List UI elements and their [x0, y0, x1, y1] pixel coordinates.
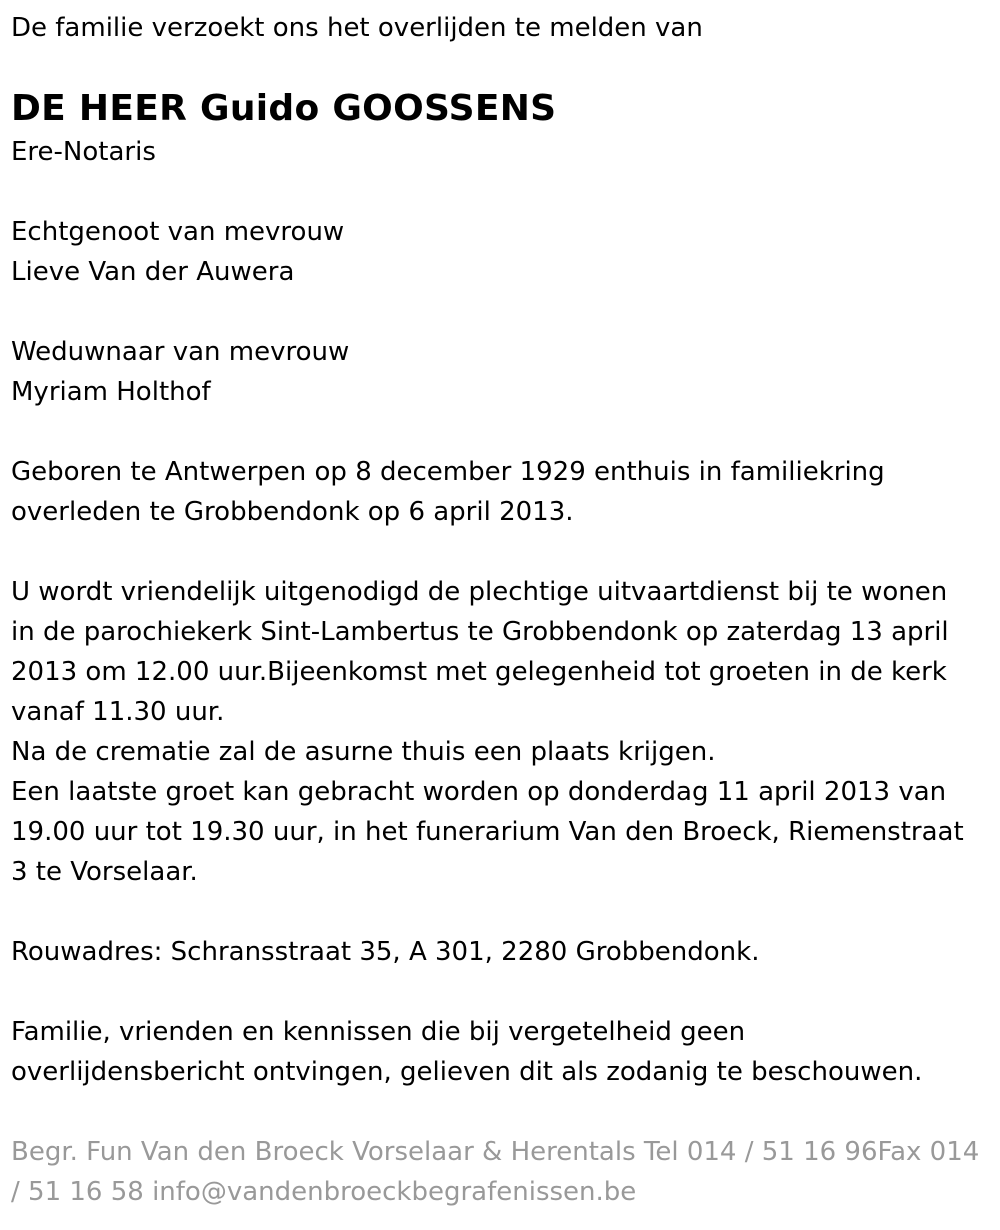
- intro-text: De familie verzoekt ons het overlijden te melden van: [11, 13, 703, 43]
- birth-death-paragraph: [11, 452, 989, 532]
- notice-paragraph: [11, 1012, 989, 1092]
- spacer: [11, 892, 989, 932]
- deceased-title: Ere-Notaris: [11, 137, 156, 167]
- text-line: Familie, vrienden en kennissen die bij vergetelheid geen: [11, 1017, 746, 1047]
- text-line: Een laatste groet kan gebracht worden op donderdag 11 april 2013 van: [11, 777, 947, 807]
- text-line: in de parochiekerk Sint-Lambertus te Grobbendonk op zaterdag 13 april: [11, 617, 949, 647]
- spacer: [11, 532, 989, 572]
- widower-name: Myriam Holthof: [11, 377, 211, 407]
- service-paragraph: [11, 572, 989, 892]
- spacer: [11, 972, 989, 1012]
- text-line: U wordt vriendelijk uitgenodigd de plechtige uitvaartdienst bij te wonen: [11, 577, 948, 607]
- spacer: [11, 172, 989, 212]
- footer-line: Begr. Fun Van den Broeck Vorselaar & Herentals Tel 014 / 51 16 96Fax 014: [11, 1137, 980, 1167]
- spacer: [11, 292, 989, 332]
- text-line: vanaf 11.30 uur.: [11, 697, 225, 727]
- text-line: 3 te Vorselaar.: [11, 857, 198, 887]
- text-line: overlijdensbericht ontvingen, gelieven dit als zodanig te beschouwen.: [11, 1057, 923, 1087]
- spacer: [11, 412, 989, 452]
- spouse-label: Echtgenoot van mevrouw: [11, 217, 345, 247]
- text-line: 19.00 uur tot 19.30 uur, in het funerarium Van den Broeck, Riemenstraat: [11, 817, 964, 847]
- text-line: Geboren te Antwerpen op 8 december 1929 enthuis in familiekring: [11, 457, 885, 487]
- text-line: 2013 om 12.00 uur.Bijeenkomst met gelegenheid tot groeten in de kerk: [11, 657, 947, 687]
- mourning-address: Rouwadres: Schransstraat 35, A 301, 2280 Grobbendonk.: [11, 937, 760, 967]
- spacer: [11, 1092, 989, 1132]
- text-line: overleden te Grobbendonk op 6 april 2013.: [11, 497, 574, 527]
- funeral-home-footer: [11, 1132, 989, 1212]
- footer-line: / 51 16 58 info@vandenbroeckbegrafenissen.be: [11, 1177, 637, 1207]
- deceased-name: DE HEER Guido GOOSSENS: [11, 88, 557, 129]
- widower-label: Weduwnaar van mevrouw: [11, 337, 350, 367]
- spouse-name: Lieve Van der Auwera: [11, 257, 295, 287]
- text-line: Na de crematie zal de asurne thuis een plaats krijgen.: [11, 737, 716, 767]
